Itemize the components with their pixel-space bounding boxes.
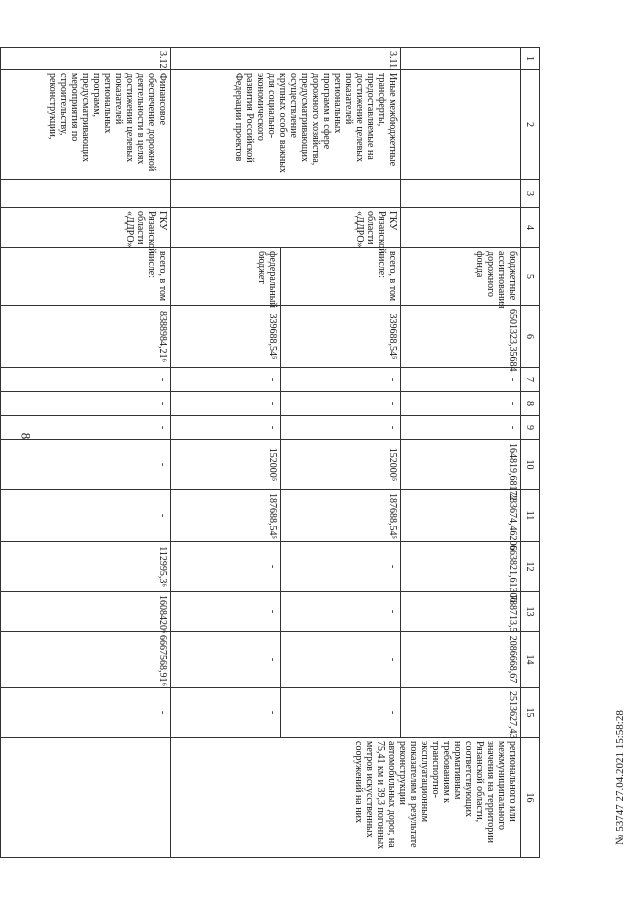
cell: - xyxy=(1,490,171,542)
col-header: 8 xyxy=(521,392,540,416)
col-header: 12 xyxy=(521,542,540,592)
cell: - xyxy=(281,592,401,632)
cell xyxy=(401,208,521,248)
col-header: 2 xyxy=(521,70,540,180)
cell: 339688,54⁵ xyxy=(281,306,401,368)
cell-result-description: регионального или межмуниципального значения на территории Рязанской области, соответствующих нормативным требованиям к транспортно-эксплуатационным показателям в результате реконструкции автомобильных дорог, на 75,41 км и 39,3 погонных метров искусственных сооружений на них xyxy=(171,738,521,858)
cell: 1608420⁶ xyxy=(1,592,171,632)
cell: 6667568,91⁶ xyxy=(1,632,171,688)
col-header: 4 xyxy=(521,208,540,248)
header-row xyxy=(521,48,540,858)
cell: - xyxy=(401,368,521,392)
cell: - xyxy=(171,392,281,416)
col-header: 6 xyxy=(521,306,540,368)
cell: бюджетные ассигнования дорожного фонда xyxy=(401,248,521,306)
budget-table xyxy=(0,47,540,858)
registration-stamp-text: № 53747 27.04.2021 15:58:28 xyxy=(614,710,626,845)
cell: - xyxy=(171,632,281,688)
cell: 187688,54⁵ xyxy=(171,490,281,542)
col-header: 13 xyxy=(521,592,540,632)
cell: - xyxy=(401,416,521,440)
cell xyxy=(401,180,521,208)
cell: - xyxy=(171,368,281,392)
col-header: 15 xyxy=(521,688,540,738)
cell: федеральный бюджет xyxy=(171,248,281,306)
cell: - xyxy=(281,688,401,738)
cell: - xyxy=(171,542,281,592)
cell: 164819,68172 xyxy=(401,440,521,490)
col-header: 7 xyxy=(521,368,540,392)
table-row xyxy=(401,48,521,858)
col-header: 9 xyxy=(521,416,540,440)
cell: 2086668,67 xyxy=(401,632,521,688)
cell: - xyxy=(1,416,171,440)
col-header: 5 xyxy=(521,248,540,306)
cell: - xyxy=(171,592,281,632)
cell xyxy=(1,180,171,208)
cell: 788713,5 xyxy=(401,592,521,632)
cell: всего, в том числе: xyxy=(1,248,171,306)
cell: - xyxy=(281,632,401,688)
col-header: 10 xyxy=(521,440,540,490)
cell-executor: ГКУ Рязанской области «ДДРО» xyxy=(171,208,401,248)
cell: всего, в том числе: xyxy=(281,248,401,306)
document-table-landscape xyxy=(0,47,540,857)
cell-row-number: 3.11. xyxy=(171,48,401,70)
col-header: 16 xyxy=(521,738,540,858)
cell: 663821,61306 xyxy=(401,542,521,592)
registration-stamp xyxy=(614,710,626,845)
cell: - xyxy=(281,392,401,416)
table-row xyxy=(1,48,171,858)
cell-measure-name: Финансовое обеспечение дорожной деятельности в целях достижения целевых показателей региональных программ, предусматривающих мероприятия по строительству, реконструкции, xyxy=(1,70,171,180)
cell-executor: ГКУ Рязанской области «ДДРО» xyxy=(1,208,171,248)
cell xyxy=(401,70,521,180)
cell-measure-name: Иные межбюджетные трансферты, предоставляемые на достижение целевых показателей региональных программ в сфере дорожного хозяйства, предусматривающих осуществление крупных особо важных для социально-экономического развития Российской Федерации проектов xyxy=(171,70,401,180)
cell: 283674,46206 xyxy=(401,490,521,542)
cell: - xyxy=(1,688,171,738)
cell: - xyxy=(1,440,171,490)
cell: - xyxy=(401,392,521,416)
cell: 2513627,43 xyxy=(401,688,521,738)
cell: 187688,54⁵ xyxy=(281,490,401,542)
cell-row-number: 3.12. xyxy=(1,48,171,70)
cell: 6501323,35684 xyxy=(401,306,521,368)
cell: - xyxy=(281,542,401,592)
cell: - xyxy=(171,416,281,440)
cell: - xyxy=(1,368,171,392)
cell: - xyxy=(281,416,401,440)
cell: - xyxy=(1,392,171,416)
col-header: 1 xyxy=(521,48,540,70)
col-header: 3 xyxy=(521,180,540,208)
cell: 152000⁵ xyxy=(171,440,281,490)
cell: 339688,54⁵ xyxy=(171,306,281,368)
cell xyxy=(171,180,401,208)
col-header: 11 xyxy=(521,490,540,542)
cell: - xyxy=(281,368,401,392)
cell xyxy=(1,738,171,858)
cell xyxy=(401,48,521,70)
page-number: 8 xyxy=(18,432,34,440)
cell: 152000⁵ xyxy=(281,440,401,490)
cell: 112995,3⁶ xyxy=(1,542,171,592)
table-row xyxy=(281,48,401,858)
col-header: 14 xyxy=(521,632,540,688)
cell: - xyxy=(171,688,281,738)
cell: 8388984,21⁶ xyxy=(1,306,171,368)
